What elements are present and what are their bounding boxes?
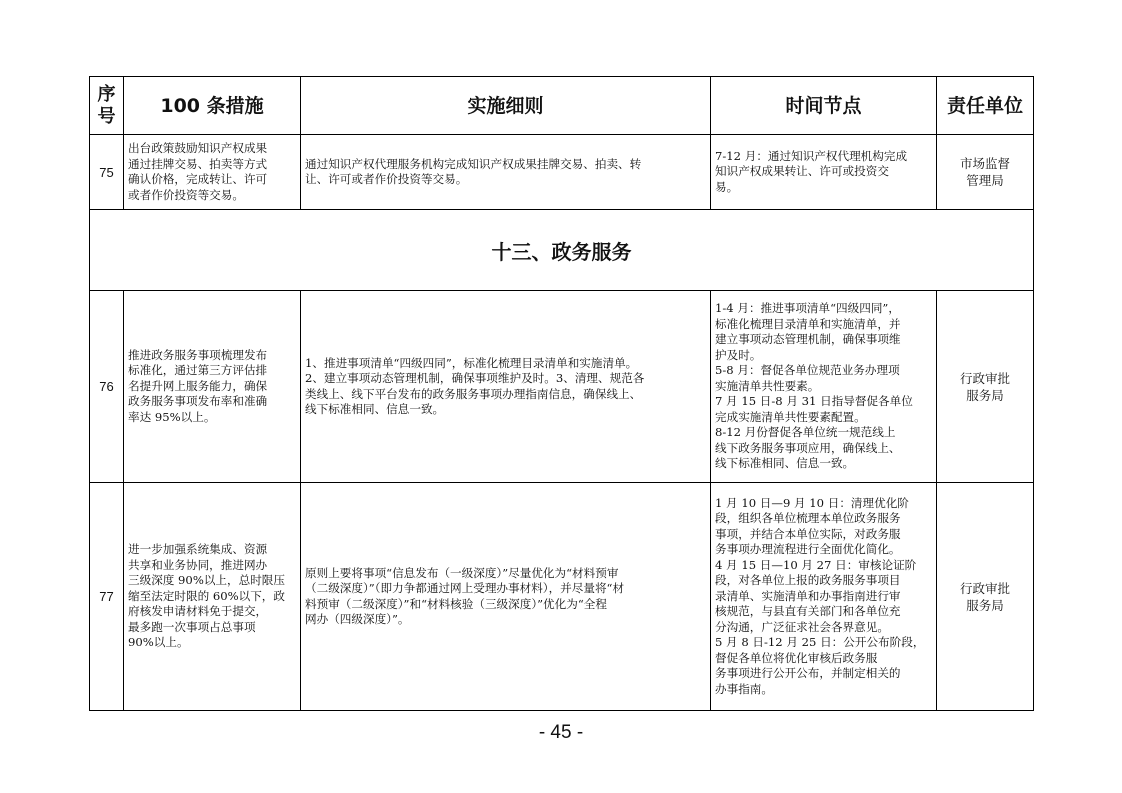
time-line: 护及时。 [715,347,762,362]
time-line: 1 月 10 日—9 月 10 日：清理优化阶 [715,495,909,510]
row-number: 76 [90,291,124,483]
measure-line: 进一步加强系统集成、资源 [128,542,268,557]
unit-line: 市场监督 [959,156,1010,171]
row-number: 77 [90,483,124,711]
measure-line: 三级深度 90%以上，总时限压 [128,573,285,588]
detail-cell [301,483,711,711]
measure-line: 共享和业务协同，推进网办 [128,557,268,572]
detail-line: 网办（四级深度）”。 [305,612,410,626]
measure-line: 或者作价投资等交易。 [128,187,244,202]
detail-cell [301,135,711,210]
detail-line: 通过知识产权代理服务机构完成知识产权成果挂牌交易、拍卖、转 [305,156,642,171]
table-row [90,483,1034,711]
unit-line: 服务局 [966,597,1004,613]
measure-line: 名提升网上服务能力，确保 [128,378,268,393]
header-no-part: 号 [97,105,116,127]
measure-line: 标准化，通过第三方评估排 [128,363,268,378]
unit-line: 服务局 [966,387,1004,403]
time-line: 段，组织各单位梳理本单位政务服务 [715,511,901,526]
time-line: 8-12 月份督促各单位统一规范线上 [715,425,896,440]
measure-line: 出台政策鼓励知识产权成果 [128,141,268,155]
measures-table [89,76,1034,711]
time-cell [711,135,937,210]
time-line: 完成实施清单共性要素配置。 [715,409,866,424]
time-line: 5 月 8 日-12 月 25 日：公开公布阶段， [715,635,925,650]
time-cell [711,483,937,711]
time-line: 知识产权成果转让、许可或投资交 [715,164,889,179]
time-line: 办事指南。 [715,681,773,696]
time-line: 线下政务服务事项应用，确保线上、 [715,440,901,455]
time-line: 分沟通，广泛征求社会各界意见。 [715,619,889,634]
measure-line: 缩至法定时限的 60%以下，政 [128,588,285,603]
detail-line: 2、建立事项动态管理机制，确保事项维护及时。3、清理、规范各 [305,371,645,385]
detail-line: 让、许可或者作价投资等交易。 [305,172,468,186]
unit-line: 管理局 [966,173,1004,188]
measure-cell [124,483,301,711]
time-line: 录清单、实施清单和办事指南进行审 [715,588,901,603]
header-time: 时间节点 [711,77,937,135]
measure-cell [124,291,301,483]
time-line: 7-12 月：通过知识产权代理机构完成 [715,148,908,163]
unit-line: 行政审批 [959,370,1010,386]
header-no-part: 序 [97,83,116,105]
header-no [90,77,124,135]
detail-line: 线下标准相同、信息一致。 [305,402,445,416]
section-row [90,210,1034,291]
measure-line: 政务服务事项发布率和准确 [128,394,268,409]
time-line: 标准化梳理目录清单和实施清单，并 [715,316,901,331]
unit-cell [937,135,1034,210]
page-number: - 45 - [538,722,584,743]
header-measure: 100 条措施 [124,77,301,135]
time-cell [711,291,937,483]
header-detail: 实施细则 [301,77,711,135]
header-row [90,77,1034,135]
detail-line: 原则上要将事项“信息发布（一级深度）”尽量优化为“材料预审 [305,565,619,580]
header-unit: 责任单位 [937,77,1034,135]
table-row [90,291,1034,483]
measure-line: 90%以上。 [128,635,189,650]
measure-line: 府核发申请材料免于提交， [128,604,268,619]
time-line: 建立事项动态管理机制，确保事项维 [715,332,901,347]
measure-line: 通过挂牌交易、拍卖等方式 [128,156,268,171]
unit-line: 行政审批 [959,580,1010,596]
time-line: 核规范，与县直有关部门和各单位充 [715,604,901,619]
time-line: 事项，并结合本单位实际，对政务服 [715,526,901,541]
time-line: 线下标准相同、信息一致。 [715,456,855,471]
time-line: 务事项办理流程进行全面优化简化。 [715,542,901,557]
time-line: 易。 [715,179,739,194]
detail-cell [301,291,711,483]
measure-line: 确认价格，完成转让、许可 [128,172,268,186]
time-line: 实施清单共性要素。 [715,378,820,393]
row-number: 75 [90,135,124,210]
time-line: 7 月 15 日-8 月 31 日指导督促各单位 [715,394,913,409]
time-line: 5-8 月：督促各单位规范业务办理项 [715,363,900,378]
detail-line: 料预审（二级深度）”和“材料核验（三级深度）”优化为“全程 [305,596,607,611]
time-line: 督促各单位将优化审核后政务服 [715,650,878,665]
detail-line: （二级深度）”（即力争都通过网上受理办事材料），并尽量将“材 [305,581,625,595]
table-row [90,135,1034,210]
time-line: 1-4 月：推进事项清单“四级四同”， [715,301,900,316]
measure-line: 推进政务服务事项梳理发布 [128,347,268,362]
detail-line: 类线上、线下平台发布的政务服务事项办理指南信息，确保线上、 [305,386,642,401]
measure-line: 最多跑一次事项占总事项 [128,619,256,634]
unit-cell [937,483,1034,711]
measure-cell [124,135,301,210]
time-line: 务事项进行公开公布，并制定相关的 [715,666,901,681]
section-title: 十三、政务服务 [90,210,1034,291]
detail-line: 1、推进事项清单“四级四同”，标准化梳理目录清单和实施清单。 [305,355,638,370]
measure-line: 率达 95%以上。 [128,409,216,424]
time-line: 段，对各单位上报的政务服务事项目 [715,573,901,588]
time-line: 4 月 15 日—10 月 27 日：审核论证阶 [715,557,917,572]
unit-cell [937,291,1034,483]
